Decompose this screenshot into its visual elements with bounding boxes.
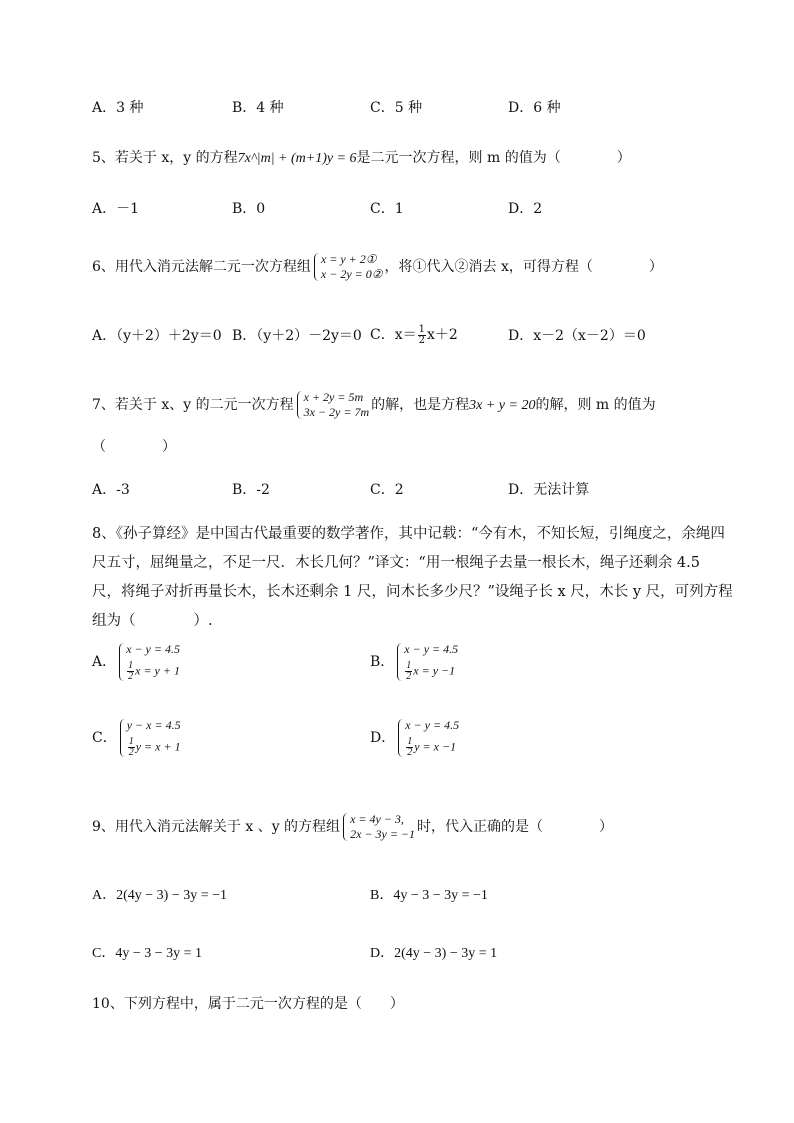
q9-eq-1: x = 4y − 3,: [350, 812, 404, 826]
fraction-denominator: 2: [418, 334, 425, 346]
q9-option-b: B．4y − 3 − 3y = −1: [370, 888, 488, 903]
half-fraction: [128, 737, 135, 758]
fraction-denominator: 2: [406, 671, 412, 682]
q5-option-b: B．0: [232, 201, 266, 217]
q7-suffix: 的解，则 m 的值为: [535, 397, 656, 413]
q8-line-1: 8、《孙子算经》是中国古代最重要的数学著作，其中记载：“今有木，不知长短，引绳度之，余绳四: [92, 526, 725, 542]
q9-option-c: C．4y − 3 − 3y = 1: [92, 946, 203, 961]
fraction-denominator: 2: [128, 671, 134, 682]
q9-prefix: 9、用代入消元法解关于 x 、y 的方程组: [92, 819, 341, 835]
q6-option-c-prefix: C．x＝: [370, 327, 417, 343]
q8-a-eq-2-line: [126, 661, 180, 682]
q8-option-d: [370, 718, 461, 758]
q5-option-c: C．1: [370, 201, 404, 217]
half-fraction: [127, 661, 134, 682]
q7-option-d: D．无法计算: [508, 482, 590, 498]
q5-equation: 7x^|m| + (m+1)y = 6: [237, 151, 357, 166]
q8-option-c-label: C．: [92, 730, 117, 746]
q8-option-d-label: D．: [370, 730, 396, 746]
q4-option-a: A．3 种: [92, 100, 144, 116]
fraction-denominator: 2: [128, 747, 134, 758]
q4-option-d: D．6 种: [508, 100, 561, 116]
q8-option-b: [370, 642, 460, 682]
q8-line-3: 尺，将绳子对折再量长木，长木还剩余 1 尺，问木长多少尺？”设绳子长 x 尺，木长 y 尺，可列方程: [92, 584, 733, 600]
half-fraction: [406, 737, 413, 758]
fraction-numerator: 1: [128, 736, 134, 747]
q8-option-a-label: A．: [92, 654, 117, 670]
q6-option-a: A．（y＋2）＋2y＝0: [92, 328, 222, 344]
question-8: [92, 520, 733, 636]
q5-suffix: 是二元一次方程，则 m 的值为（ ）: [356, 150, 631, 166]
q6-eq-2: x − 2y = 0②: [320, 267, 383, 281]
q7-option-a: A．-3: [92, 482, 130, 498]
q8-option-a-system: [118, 642, 180, 682]
q7-equation: 3x + y = 20: [469, 398, 536, 413]
q8-line-4: 组为（ ）.: [92, 613, 213, 629]
q8-c-eq-2: y = x + 1: [135, 739, 181, 754]
q7-middle: 的解，也是方程: [371, 397, 470, 413]
q8-line-2: 尺五寸，屈绳量之，不足一尺．木长几何？”译文：“用一根绳子去量一根长木，绳子还剩余 4.5: [92, 555, 700, 571]
fraction-numerator: 1: [128, 660, 134, 671]
q6-prefix: 6、用代入消元法解二元一次方程组: [92, 259, 311, 275]
q8-b-eq-2: x = y −1: [413, 663, 456, 678]
q7-prefix: 7、若关于 x、y 的二元一次方程: [92, 397, 294, 413]
fraction-denominator: 2: [407, 747, 413, 758]
q9-suffix: 时，代入正确的是（ ）: [417, 819, 614, 835]
q8-d-eq-2: y = x −1: [414, 739, 457, 754]
q9-equation-system: [342, 812, 415, 842]
q8-b-eq-2-line: [404, 661, 458, 682]
q7-answer-blank: （ ）: [92, 439, 176, 455]
question-9: [92, 806, 613, 848]
q8-a-eq-1: x − y = 4.5: [126, 642, 180, 656]
q8-c-eq-2-line: [127, 737, 181, 758]
q6-option-c: [370, 322, 458, 348]
q8-option-b-system: [396, 642, 458, 682]
fraction-numerator: 1: [407, 736, 413, 747]
q8-option-a: [92, 642, 182, 682]
q4-option-c: C．5 种: [370, 100, 423, 116]
q7-equation-system: [296, 390, 370, 420]
question-10: 10、下列方程中，属于二元一次方程的是（ ）: [92, 996, 404, 1012]
q8-c-eq-1: y − x = 4.5: [126, 718, 181, 732]
half-fraction: [405, 661, 412, 682]
q9-option-a: A．2(4y − 3) − 3y = −1: [92, 888, 228, 903]
fraction-numerator: 1: [406, 660, 412, 671]
q8-option-d-system: [397, 718, 459, 758]
q6-suffix: ，将①代入②消去 x，可得方程（ ）: [384, 259, 663, 275]
q9-eq-2: 2x − 3y = −1: [350, 827, 416, 841]
q8-option-c-system: [119, 718, 181, 758]
q8-option-c: [92, 718, 183, 758]
q6-option-c-suffix: x＋2: [426, 327, 458, 343]
q6-option-c-fraction: [418, 325, 426, 346]
question-6: [92, 246, 663, 288]
q7-option-b: B．-2: [232, 482, 270, 498]
q8-option-b-label: B．: [370, 654, 395, 670]
q8-a-eq-2: x = y + 1: [135, 663, 180, 678]
q5-prefix: 5、若关于 x，y 的方程: [92, 150, 238, 166]
question-7: [92, 384, 656, 427]
q5-option-d: D．2: [508, 201, 543, 217]
q7-option-c: C．2: [370, 482, 404, 498]
q8-d-eq-1: x − y = 4.5: [405, 718, 460, 732]
q6-equation-system: [313, 252, 383, 282]
q7-eq-1: x + 2y = 5m: [303, 390, 364, 404]
q6-option-b: B．（y＋2）－2y＝0: [232, 328, 362, 344]
q9-option-d: D．2(4y − 3) − 3y = 1: [370, 946, 498, 961]
fraction-numerator: 1: [418, 323, 425, 335]
q5-option-a: A．－1: [92, 201, 140, 217]
q6-eq-1: x = y + 2①: [320, 252, 377, 266]
q8-b-eq-1: x − y = 4.5: [404, 642, 459, 656]
question-5: [92, 148, 631, 169]
q7-eq-2: 3x − 2y = 7m: [303, 405, 370, 419]
q8-d-eq-2-line: [405, 737, 459, 758]
q4-option-b: B．4 种: [232, 100, 284, 116]
q6-option-d: D．x－2（x－2）＝0: [508, 328, 646, 344]
